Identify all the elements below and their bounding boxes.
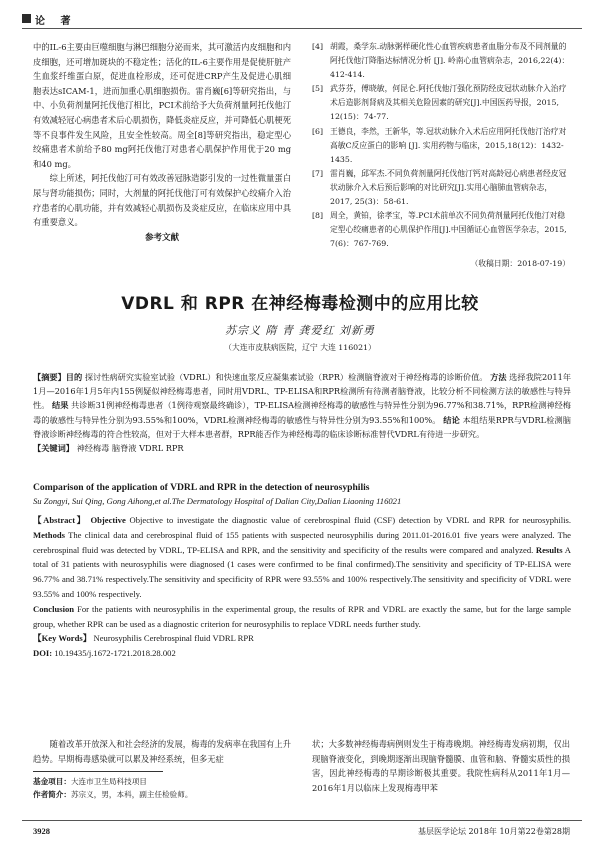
body-text-right <box>312 737 570 795</box>
en-results-label: Results <box>535 544 563 555</box>
conclusion-label: 结论 <box>443 414 460 425</box>
reference-item <box>312 125 570 167</box>
article-authors: 苏宗义 隋 青 龚爱红 刘新勇 <box>225 324 375 337</box>
reference-item <box>312 82 570 124</box>
author-intro-label: 作者简介： <box>33 790 71 799</box>
footnotes <box>33 775 293 801</box>
en-conclusion: For the patients with neurosyphilis in the experimental group, the results of RPR and VDRL are exactly the same, but for the large sample group, whether RPR can be used as a diagnostic criterion for neurosyphilis to replace VDRL needs further study. <box>33 603 571 629</box>
author-intro-value: 苏宗义，男，本科，副主任检验师。 <box>70 790 193 799</box>
fund-value: 大连市卫生局科技项目 <box>70 777 147 786</box>
reference-item <box>312 167 570 209</box>
en-methods: The clinical data and cerebrospinal fluid of 155 patients with suspected neurosyphilis during 2011.01-2016.01 five years were analyzed. The cerebrospinal fluid was detected by VDRL, TP-ELISA and RPR, and the sensitivity and specificity of the results were compared and analyzed. <box>33 529 571 555</box>
abstract-conclusion: 本组结果RPR与VDRL检测脑脊液诊断神经梅毒的符合性较高，但对于大样本患者群，RPR能否作为神经梅毒的临床诊断标准替代VDRL有待进一步研究。 <box>33 414 571 439</box>
header-rule <box>22 28 582 29</box>
reference-text: 王德良，李然，王新华，等.冠状动脉介入术后应用阿托伐他汀治疗对高敏C反应蛋白的影响 [J]. 实用药物与临床，2015,18(12)：1432-1435. <box>330 126 567 164</box>
reference-list <box>312 40 570 272</box>
page-number: 3928 <box>33 826 50 836</box>
footer-rule <box>22 820 582 821</box>
paragraph: 状；大多数神经梅毒病例则发生于梅毒晚期。神经梅毒发病初期，仅出现脑脊液变化，到晚期逐渐出现脑脊髓膜、血管和脑、脊髓实质性的损害，因此神经梅毒的早期诊断极其重要。我院性病科从2011年1月—2016年1月以临床上发现梅毒甲苯 <box>312 739 570 793</box>
paragraph: 综上所述，阿托伐他汀可有效改善冠脉造影引发的一过性微量蛋白尿与肾功能损伤；同时，大剂量的阿托伐他汀可有效保护心绞痛介入治疗患者的心肌功能，并有效减轻心肌损伤及炎症反应，在临床应用中具有重要意义。 <box>33 173 291 228</box>
previous-article-conclusion <box>33 40 291 245</box>
en-keywords: Neurosyphilis Cerebrospinal fluid VDRL RPR <box>93 633 254 644</box>
reference-text: 胡霞，桑学东.动脉粥样硬化性心血管疾病患者血脂分布及不同剂量的阿托伐他汀降脂达标情况分析 [J]. 岭南心血管病杂志，2016,22(4)：412-414. <box>330 42 570 80</box>
footnote-rule <box>33 771 163 772</box>
en-results: A total of 31 patients with neurosyphilis were diagnosed (1 cases were confirmed to be final confirmed).The sensitivity and specificity of TP-ELISA were 96.77% and 38.71% respectively.The sensitivity and specificity of RPR were 93.55% and 100% respectively.The sensitivity and specificity of VDRL were 93.55% and 100% respectively. <box>33 544 571 599</box>
section-marker-icon <box>22 14 31 23</box>
fund-label: 基金项目： <box>33 777 71 786</box>
reference-number: [7] <box>312 168 324 178</box>
english-authors: Su Zongyi, Sui Qing, Gong Aihong,et al.The Dermatology Hospital of Dalian City,Dalian Liaoning 116021 <box>33 496 402 506</box>
paragraph: 随着改革开放深入和社会经济的发展，梅毒的发病率在我国有上升趋势。早期梅毒感染就可以累及神经系统，但多无症 <box>33 739 291 764</box>
english-abstract <box>33 513 571 661</box>
journal-info: 基层医学论坛 2018年 10月第22卷第28期 <box>418 827 570 836</box>
reference-text: 武芬芬，傅晓敏，何昆仑.阿托伐他汀强化预防经皮冠状动脉介入治疗术后造影剂肾病及其相关危险因素的研究[J].中国医药导报，2015, 12(15)：74-77. <box>330 84 567 122</box>
article-title: VDRL 和 RPR 在神经梅毒检测中的应用比较 <box>121 294 479 314</box>
en-abstract-label: 【Abstract】 <box>33 515 87 525</box>
reference-text: 雷肖巍，邱军杰.不同负荷剂量阿托伐他汀钙对高龄冠心病患者经皮冠状动脉介入术后预后影响的对比研究[J].实用心脑肺血管病杂志，2017, 25(3)：58-61. <box>330 168 567 207</box>
methods-label: 方法 <box>490 372 507 382</box>
body-text-left <box>33 737 291 766</box>
article-affiliation: （大连市皮肤病医院，辽宁 大连 116021） <box>224 343 376 352</box>
en-objective: Objective to investigate the diagnostic value of cerebrospinal fluid (CSF) detection by VDRL and RPR for neurosyphilis. <box>129 515 571 525</box>
results-label: 结果 <box>52 400 69 411</box>
abstract-label: 【摘要】目的 <box>33 372 83 382</box>
page-header <box>22 14 582 26</box>
doi-value: 10.19435/j.1672-1721.2018.28.002 <box>54 648 176 659</box>
reference-text: 周全，黄铂，徐孝宝，等.PCI术前单次不同负荷剂量阿托伐他汀对稳定型心绞痛患者的心肌保护作用[J].中国循证心血管医学杂志，2015, 7(6)：767-769. <box>330 211 567 249</box>
reference-number: [4] <box>312 42 324 51</box>
reference-item <box>312 209 570 251</box>
abstract-results: 共诊断31例神经梅毒患者（1例待观察最终确诊），TP-ELISA检测神经梅毒的敏感性与特异性分别为96.77%和38.71%，RPR检测神经梅毒的敏感性与特异性分别为93.55%和100%，VDRL检测神经梅毒的敏感性与特异性分别为93.55%和100%。 <box>33 400 571 425</box>
reference-number: [5] <box>312 84 324 94</box>
keywords-label: 【关键词】 <box>33 443 74 454</box>
en-keywords-label: 【Key Words】 <box>33 633 92 644</box>
received-date: （收稿日期：2018-07-19） <box>470 259 570 269</box>
keywords: 神经梅毒 脑脊液 VDRL RPR <box>76 443 184 454</box>
en-conclusion-label: Conclusion <box>33 603 75 614</box>
section-label: 论 著 <box>35 16 77 27</box>
reference-number: [8] <box>312 211 324 221</box>
en-objective-label: Objective <box>90 515 126 525</box>
reference-number: [6] <box>312 126 324 136</box>
english-title: Comparison of the application of VDRL and RPR in the detection of neurosyphilis <box>33 482 370 493</box>
doi-label: DOI: <box>33 648 53 659</box>
paragraph: 中的IL-6主要由巨噬细胞与淋巴细胞分泌而来，其可激活内皮细胞和内皮细胞，还可增加斑块的不稳定性；活化的IL-6主要作用是促使肝脏产生血浆纤维蛋白原，促进血栓形成，还可促进CRP产生及促进心肌细胞表达sICAM-1，进而加重心肌细胞损伤。雷肖巍[6]等研究指出，与中、小负荷剂量阿托伐他汀相比，PCI术前给予大负荷剂量阿托伐他汀有效减轻冠心病患者术后心肌损伤，降低炎症反应，并可降低心肌梗死等不良事件发生风险，且安全性较高。周全[8]等研究指出，稳定型心绞痛患者术前给予80 mg阿托伐他汀对患者心肌保护作用优于20 mg和40 mg。 <box>33 42 291 169</box>
abstract-objective: 探讨性病研究实验室试验（VDRL）和快速血浆反应凝集素试验（RPR）检测脑脊液对于神经梅毒的诊断价值。 <box>84 372 488 382</box>
en-methods-label: Methods <box>33 529 65 540</box>
abstract-methods: 选择我院2011年1月—2016年1月5年内155例疑似神经梅毒患者，同时用VDRL、TP-ELISA和RPR检测所有待测者脑脊液，比较分析不同检测方法的敏感性与特异性。 <box>33 372 572 411</box>
chinese-abstract <box>33 370 571 455</box>
reference-item <box>312 40 570 82</box>
references-title: 参考文献 <box>144 232 179 243</box>
